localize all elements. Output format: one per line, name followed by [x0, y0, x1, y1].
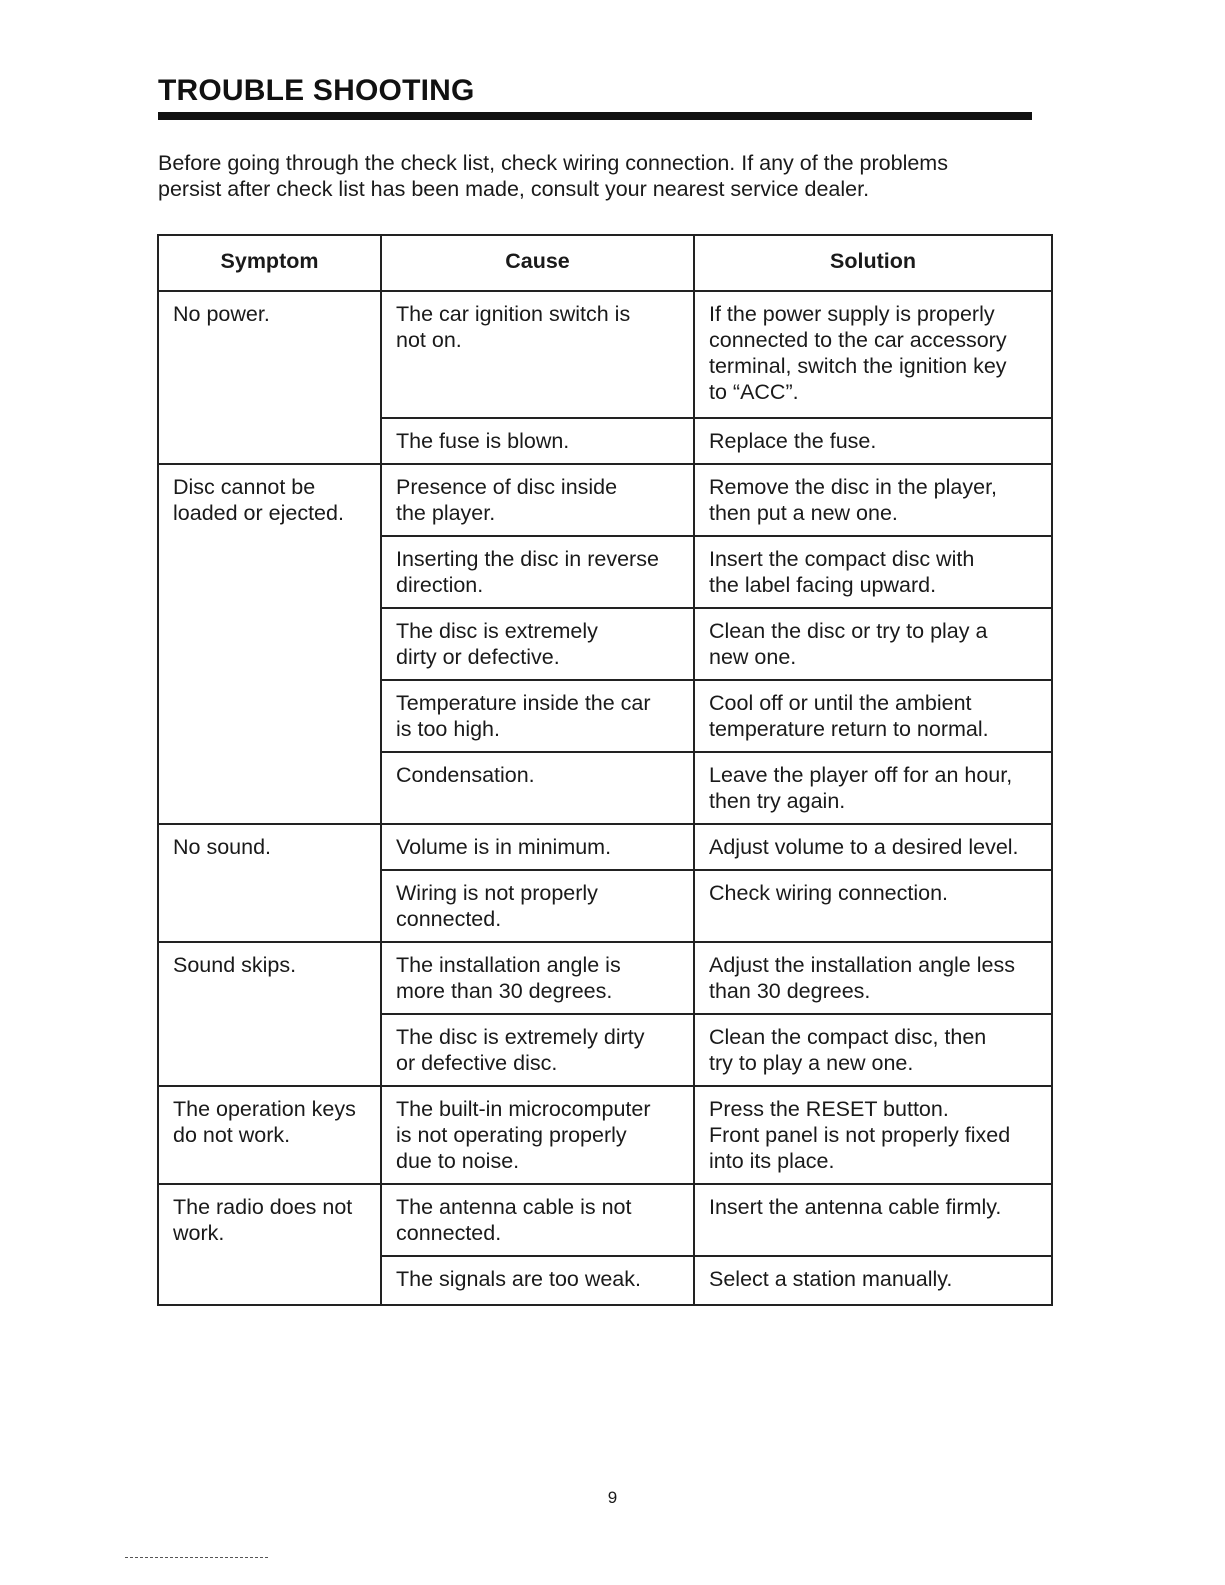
header-solution: Solution	[694, 235, 1052, 291]
table-row	[158, 942, 1052, 1014]
symptom-cell	[158, 942, 381, 1086]
cause-text: Inserting the disc in reverse direction.	[396, 547, 659, 597]
solution-cell	[694, 1184, 1052, 1256]
cause-cell	[381, 752, 694, 824]
solution-cell	[694, 1014, 1052, 1086]
cause-text: The disc is extremely dirty or defective disc.	[396, 1025, 645, 1075]
cause-cell	[381, 824, 694, 870]
header-cause: Cause	[381, 235, 694, 291]
solution-cell	[694, 752, 1052, 824]
solution-cell	[694, 680, 1052, 752]
intro-paragraph: Before going through the check list, check wiring connection. If any of the problems persist after check list has been made, consult your nearest service dealer.	[158, 151, 948, 201]
cause-cell	[381, 608, 694, 680]
solution-cell	[694, 608, 1052, 680]
solution-text: Insert the antenna cable firmly.	[709, 1195, 1002, 1219]
cause-cell	[381, 291, 694, 418]
symptom-cell	[158, 464, 381, 824]
cause-cell	[381, 942, 694, 1014]
cause-text: Wiring is not properly connected.	[396, 881, 598, 931]
solution-text: Adjust volume to a desired level.	[709, 835, 1019, 859]
cause-cell	[381, 680, 694, 752]
page-title: TROUBLE SHOOTING	[158, 74, 475, 107]
table-row	[158, 464, 1052, 536]
table-row	[158, 1086, 1052, 1184]
cause-cell	[381, 870, 694, 942]
solution-text: Replace the fuse.	[709, 429, 877, 453]
solution-cell	[694, 291, 1052, 418]
solution-cell	[694, 1086, 1052, 1184]
symptom-text: No power.	[173, 302, 270, 326]
cause-text: Presence of disc inside the player.	[396, 475, 618, 525]
solution-text: Leave the player off for an hour, then try again.	[709, 763, 1013, 813]
cause-text: Condensation.	[396, 763, 535, 787]
cause-text: Volume is in minimum.	[396, 835, 612, 859]
solution-cell	[694, 464, 1052, 536]
symptom-cell	[158, 1086, 381, 1184]
solution-text: If the power supply is properly connected to the car accessory terminal, switch the ignition key to “ACC”.	[709, 302, 1007, 404]
cause-text: The built-in microcomputer is not operating properly due to noise.	[396, 1097, 651, 1173]
table-row	[158, 824, 1052, 870]
symptom-text: The operation keys do not work.	[173, 1097, 356, 1147]
symptom-text: The radio does not work.	[173, 1195, 353, 1245]
symptom-text: No sound.	[173, 835, 272, 859]
title-rule	[158, 112, 1032, 120]
cause-cell	[381, 1256, 694, 1305]
solution-text: Select a station manually.	[709, 1267, 953, 1291]
scan-artifact-line	[125, 1557, 268, 1558]
cause-text: Temperature inside the car is too high.	[396, 691, 651, 741]
cause-cell	[381, 418, 694, 464]
symptom-text: Disc cannot be loaded or ejected.	[173, 475, 344, 525]
solution-text: Insert the compact disc with the label facing upward.	[709, 547, 975, 597]
header-symptom: Symptom	[158, 235, 381, 291]
solution-text: Clean the compact disc, then try to play a new one.	[709, 1025, 987, 1075]
solution-cell	[694, 942, 1052, 1014]
solution-text: Press the RESET button. Front panel is not properly fixed into its place.	[709, 1097, 1011, 1173]
symptom-cell	[158, 291, 381, 464]
troubleshooting-table	[157, 234, 1053, 1306]
solution-text: Adjust the installation angle less than 30 degrees.	[709, 953, 1015, 1003]
cause-text: The installation angle is more than 30 degrees.	[396, 953, 621, 1003]
table-row	[158, 291, 1052, 418]
solution-cell	[694, 870, 1052, 942]
page-number: 9	[607, 1488, 618, 1507]
solution-text: Remove the disc in the player, then put a new one.	[709, 475, 998, 525]
solution-text: Cool off or until the ambient temperature return to normal.	[709, 691, 989, 741]
symptom-cell	[158, 824, 381, 942]
cause-cell	[381, 536, 694, 608]
solution-text: Check wiring connection.	[709, 881, 949, 905]
solution-cell	[694, 418, 1052, 464]
cause-cell	[381, 1086, 694, 1184]
solution-text: Clean the disc or try to play a new one.	[709, 619, 988, 669]
cause-text: The signals are too weak.	[396, 1267, 641, 1291]
cause-text: The car ignition switch is not on.	[396, 302, 631, 352]
solution-cell	[694, 1256, 1052, 1305]
solution-cell	[694, 824, 1052, 870]
cause-cell	[381, 1014, 694, 1086]
cause-text: The disc is extremely dirty or defective.	[396, 619, 598, 669]
cause-text: The antenna cable is not connected.	[396, 1195, 632, 1245]
solution-cell	[694, 536, 1052, 608]
header-row	[158, 235, 1052, 291]
symptom-cell	[158, 1184, 381, 1305]
cause-cell	[381, 1184, 694, 1256]
cause-text: The fuse is blown.	[396, 429, 570, 453]
cause-cell	[381, 464, 694, 536]
table-row	[158, 1184, 1052, 1256]
symptom-text: Sound skips.	[173, 953, 297, 977]
